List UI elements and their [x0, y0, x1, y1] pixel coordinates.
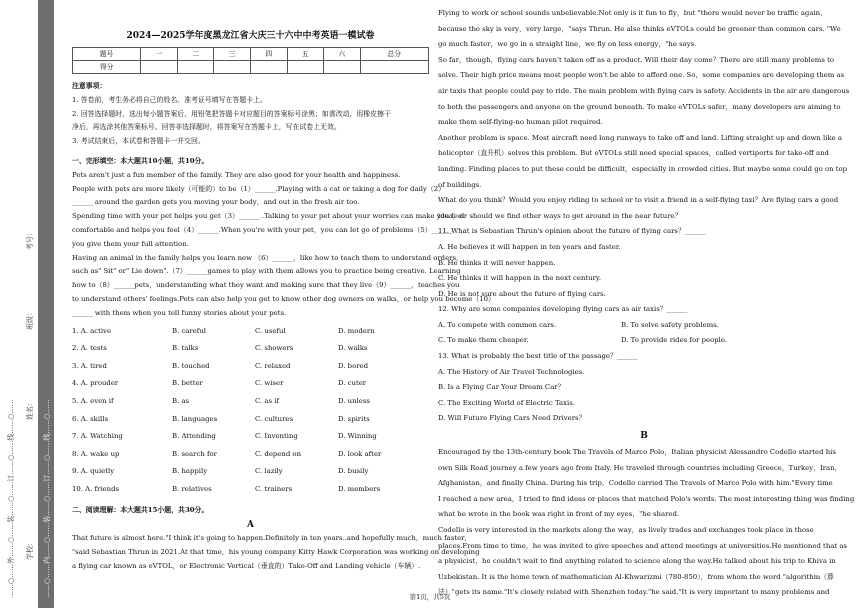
question-13 — [438, 349, 850, 427]
note-line: 3. 考试结束后，本试卷和答题卡一并交回。 — [72, 137, 205, 146]
passage-line: 法）"gets its name."It's closely related with Shenzhen today."he said."It is very important to many problems and — [438, 588, 830, 597]
passage-line: what he wrote in the book was right in front of my eyes，"he shared. — [438, 510, 680, 519]
outer-binding-line: ……○……外……○……装……○……订……○……线……○…… — [7, 399, 15, 598]
choice-option: B. languages — [172, 414, 218, 423]
class-label: 班级： — [26, 309, 34, 330]
passage-line: idea，or should we find other ways to get around in the near future？ — [438, 211, 682, 220]
exam-number-label: 考号： — [26, 229, 34, 250]
question-option: B. Is a Flying Car Your Dream Car？ — [438, 383, 565, 392]
cloze-line: comfortable and helps you feel（4）______.When you're with your pet，you can let go of problems（5）______ — [72, 225, 453, 234]
choice-option: 1. A. active — [72, 326, 112, 335]
score-header-cell: 总分 — [360, 48, 428, 61]
passage-a-label: A — [247, 520, 254, 531]
passage-line: because the sky is very，very large，"says Thrun. He also thinks eVTOLs could be greener than common cars. "We — [438, 24, 841, 33]
exam-title: 2024—2025学年度黑龙江省大庆三十六中中考英语一模试卷 — [126, 31, 375, 41]
choice-option: D. look after — [338, 449, 382, 458]
choice-option: B. careful — [172, 326, 206, 335]
score-header-cell: 四 — [250, 48, 287, 61]
choice-option: B. happily — [172, 467, 208, 476]
binding-margin — [0, 0, 58, 608]
school-label: 学校： — [26, 539, 34, 560]
choice-option: 9. A. quietly — [72, 467, 115, 476]
choice-option: D. walks — [338, 344, 368, 353]
choice-option: B. search for — [172, 449, 217, 458]
section1-title: 一、完形填空：本大题共10小题，共10分。 — [72, 156, 209, 165]
choice-option: C. relaxed — [255, 361, 291, 370]
choice-option: B. talks — [172, 344, 199, 353]
choice-option: D. bored — [338, 361, 369, 370]
passage-line: "said Sebastian Thrun in 2021.At that time，his young company Kitty Hawk Corporation was working on developing — [72, 548, 480, 557]
note-line: 1. 答卷前，考生务必将自己的姓名、准考证号填写在答题卡上。 — [72, 95, 267, 104]
question-stem: 12. Why are some companies developing flying cars as air taxis？______ — [438, 305, 688, 314]
choice-option: 8. A. wake up — [72, 449, 120, 458]
page-footer: 第1页，共5页 — [409, 593, 451, 601]
score-cell[interactable] — [287, 61, 324, 74]
passage-line: That future is almost here."I think it's going to happen.Definitely in ten years..and hopefully much，much faster， — [72, 534, 472, 543]
score-cell[interactable] — [324, 61, 361, 74]
question-option: A. To compete with common cars. — [438, 320, 557, 329]
passage-line: Another problem is space. Most aircraft need long runways to take off and land. Lifting straight up and down like a — [438, 133, 843, 142]
passage-line: own Silk Road journey a few years ago from Italy. He traveled through countries including Greece，Turkey，Iran， — [438, 463, 842, 472]
score-header-cell: 三 — [214, 48, 251, 61]
choice-option: B. relatives — [172, 484, 212, 493]
passage-line: places.From time to time，he was invited to give speeches and attend meetings at universities.He mentioned that as — [438, 541, 847, 550]
score-cell[interactable] — [177, 61, 214, 74]
question-stem: 13. What is probably the best title of the passage？______ — [438, 352, 638, 361]
choice-option: D. spirits — [338, 414, 370, 423]
choice-option: 6. A. skills — [72, 414, 108, 423]
passage-line: to both the passengers and anyone on the ground beneath. To make eVTOLs safer，many developers are aiming to — [438, 102, 841, 111]
cloze-line: Spending time with your pet helps you get（3）______ .Talking to your pet about your worries can make you feel — [72, 212, 465, 221]
choice-option: C. cultures — [255, 414, 294, 423]
passage-line: of buildings. — [438, 180, 482, 189]
choice-option: C. wiser — [255, 379, 284, 388]
question-option: D. Will Future Flying Cars Need Drivers？ — [438, 414, 586, 423]
cloze-line: People with pets are more likely（可能的）to be（1）______.Playing with a cat or taking a dog for daily（2） — [72, 184, 446, 193]
choice-option: D. members — [338, 484, 381, 493]
choice-option: 10. A. friends — [72, 484, 120, 493]
score-table — [72, 47, 429, 74]
name-label: 姓名： — [26, 399, 34, 420]
question-11 — [438, 224, 850, 302]
question-stem: 11. What is Sebastian Thrun's opinion about the future of flying cars？______ — [438, 227, 706, 236]
choice-option: D. unless — [338, 396, 370, 405]
question-option: C. He thinks it will happen in the next century. — [438, 274, 602, 283]
passage-line: Encouraged by the 13th-century book The Travels of Marco Polo，Italian physicist Alessandro Codello started his — [438, 448, 836, 457]
choice-option: D. Winning — [338, 432, 377, 441]
passage-line: air taxis that people could pay to ride. The main problem with flying cars is safety. Accidents in the air are dangerous — [438, 86, 850, 95]
passage-b — [438, 445, 855, 601]
cloze-choices — [72, 323, 429, 499]
cloze-line: how to（8）______pets，understanding what they want and making sure that they live（9）______，teaches you — [72, 281, 460, 290]
choice-option: D. modern — [338, 326, 375, 335]
choice-option: 3. A. tired — [72, 361, 107, 370]
passage-line: landing. Finding places to put these could be difficult，especially in crowded cities. But maybe some could go on top — [438, 164, 848, 173]
choice-option: 2. A. tests — [72, 344, 107, 353]
score-cell[interactable] — [141, 61, 178, 74]
score-header-cell: 一 — [141, 48, 178, 61]
section2-title: 二、阅读理解：本大题共15小题，共30分。 — [72, 506, 209, 515]
choice-option: D. busily — [338, 467, 369, 476]
choice-option: B. as — [172, 396, 190, 405]
passage-line: Codello is very interested in the markets along the way，as lively trades and exchanges took place in those — [438, 526, 814, 534]
passage-line: a physicist，he couldn't wait to find anything related to science along the way.He talked about his trip to Khiva in — [438, 557, 836, 566]
note-line: 2. 回答选择题时，选出每小题答案后，用铅笔把答题卡对应题目的答案标号涂黑；如需改动，用橡皮擦干 — [72, 109, 391, 118]
note-line: 净后，再选涂其他答案标号。回答非选择题时，将答案写在答题卡上，写在试卷上无效。 — [72, 123, 341, 132]
passage-line: a flying car known as eVTOL，or Electronic Vertical（垂直的）Take-Off and Landing vehicle（车辆）. — [72, 561, 421, 570]
choice-option: B. touched — [172, 361, 210, 370]
passage-line: make them self-flying-no human pilot required. — [438, 118, 603, 127]
passage-line: helicopter（直升机）solves this problem. But eVTOLs still need special spaces，called vertiports for take-off and — [438, 149, 829, 158]
choice-option: C. as if — [255, 396, 279, 405]
passage-line: Uzbekistan. It is the home town of mathematician Al-Khwarizmi（780-850），from whom the word "algorithm（算 — [438, 572, 834, 581]
passage-line: Flying to work or school sounds unbelievable.Not only is it fun to fly，but "there would never be traffic again， — [438, 9, 827, 17]
passage-line: solve. Their high price means most people won't be able to afford one. So，some companies are developing them as — [438, 71, 845, 80]
choice-option: B. Attending — [172, 432, 216, 441]
choice-option: 5. A. even if — [72, 396, 114, 405]
score-cell[interactable] — [360, 61, 428, 74]
cloze-line: Pets aren't just a fun member of the family. They are also good for your health and happiness. — [72, 170, 401, 179]
question-option: D. To provide rides for people. — [621, 336, 728, 345]
score-cell[interactable] — [214, 61, 251, 74]
passage-a-continued — [438, 6, 850, 224]
passage-line: So far，though，flying cars haven't taken off as a product. Will their day come？There are still many problems to — [438, 55, 834, 64]
question-option: A. The History of Air Travel Technologies. — [438, 367, 585, 376]
passage-line: I reached a new area，I tried to find ideas or places that matched Polo's words. The most interesting thing was finding — [438, 494, 855, 503]
right-column — [438, 6, 855, 601]
choice-option: D. cuter — [338, 379, 367, 388]
score-header-cell: 题号 — [73, 48, 141, 61]
score-header-cell: 二 — [177, 48, 214, 61]
question-option: A. He believes it will happen in ten years and faster. — [438, 242, 621, 251]
choice-option: 7. A. Watching — [72, 432, 123, 441]
notes-title: 注意事项： — [72, 82, 107, 90]
choice-option: C. trainers — [255, 484, 293, 493]
choice-option: C. depend on — [255, 449, 302, 458]
score-row-label: 得分 — [73, 61, 141, 74]
cloze-line: to understand others' feelings.Pets can also help you get to know other dog owners on walks，or help you become（10） — [72, 294, 495, 303]
choice-option: C. Inventing — [255, 432, 298, 441]
question-12 — [438, 302, 850, 349]
cloze-line: such as" Sit" or" Lie down".（7）______games to play with them allows you to practice being creative. Learning — [72, 267, 461, 276]
choice-option: 4. A. prouder — [72, 379, 119, 388]
question-option: C. To make them cheaper. — [438, 336, 529, 345]
cloze-line: you give them your full attention. — [72, 239, 189, 248]
cloze-line: ______ with them when you tell funny stories about your pets. — [72, 308, 287, 317]
cloze-line: ______ around the garden gets you moving your body，and out in the fresh air too. — [72, 198, 360, 207]
passage-line: What do you think？Would you enjoy riding to school or to visit a friend in a self-flying taxi？Are flying cars a good — [438, 196, 839, 205]
inner-binding-line: ……○……内……○……装……○……订……○……线……○…… — [43, 399, 51, 598]
passage-b-label: B — [640, 431, 648, 442]
question-option: D. He is not sure about the future of flying cars. — [438, 289, 606, 298]
choice-option: C. lazily — [255, 467, 283, 476]
question-option: C. The Exciting World of Electric Taxis. — [438, 398, 575, 407]
cloze-line: Having an animal in the family helps you learn new （6）______，like how to teach them to understand orders， — [72, 253, 463, 262]
score-header-cell: 五 — [287, 48, 324, 61]
question-option: B. To solve safety problems. — [621, 320, 719, 329]
question-option: B. He thinks it will never happen. — [438, 258, 556, 267]
score-cell[interactable] — [250, 61, 287, 74]
choice-option: B. better — [172, 379, 203, 388]
score-header-cell: 六 — [324, 48, 361, 61]
choice-option: C. showers — [255, 344, 294, 353]
choice-option: C. useful — [255, 326, 286, 335]
passage-line: Afghanistan，and finally China. During his trip，Codello carried The Travels of Marco Polo with him."Every time — [438, 479, 833, 488]
passage-line: go much faster，we go in a straight line，we fly on less energy，"he says. — [438, 40, 697, 49]
